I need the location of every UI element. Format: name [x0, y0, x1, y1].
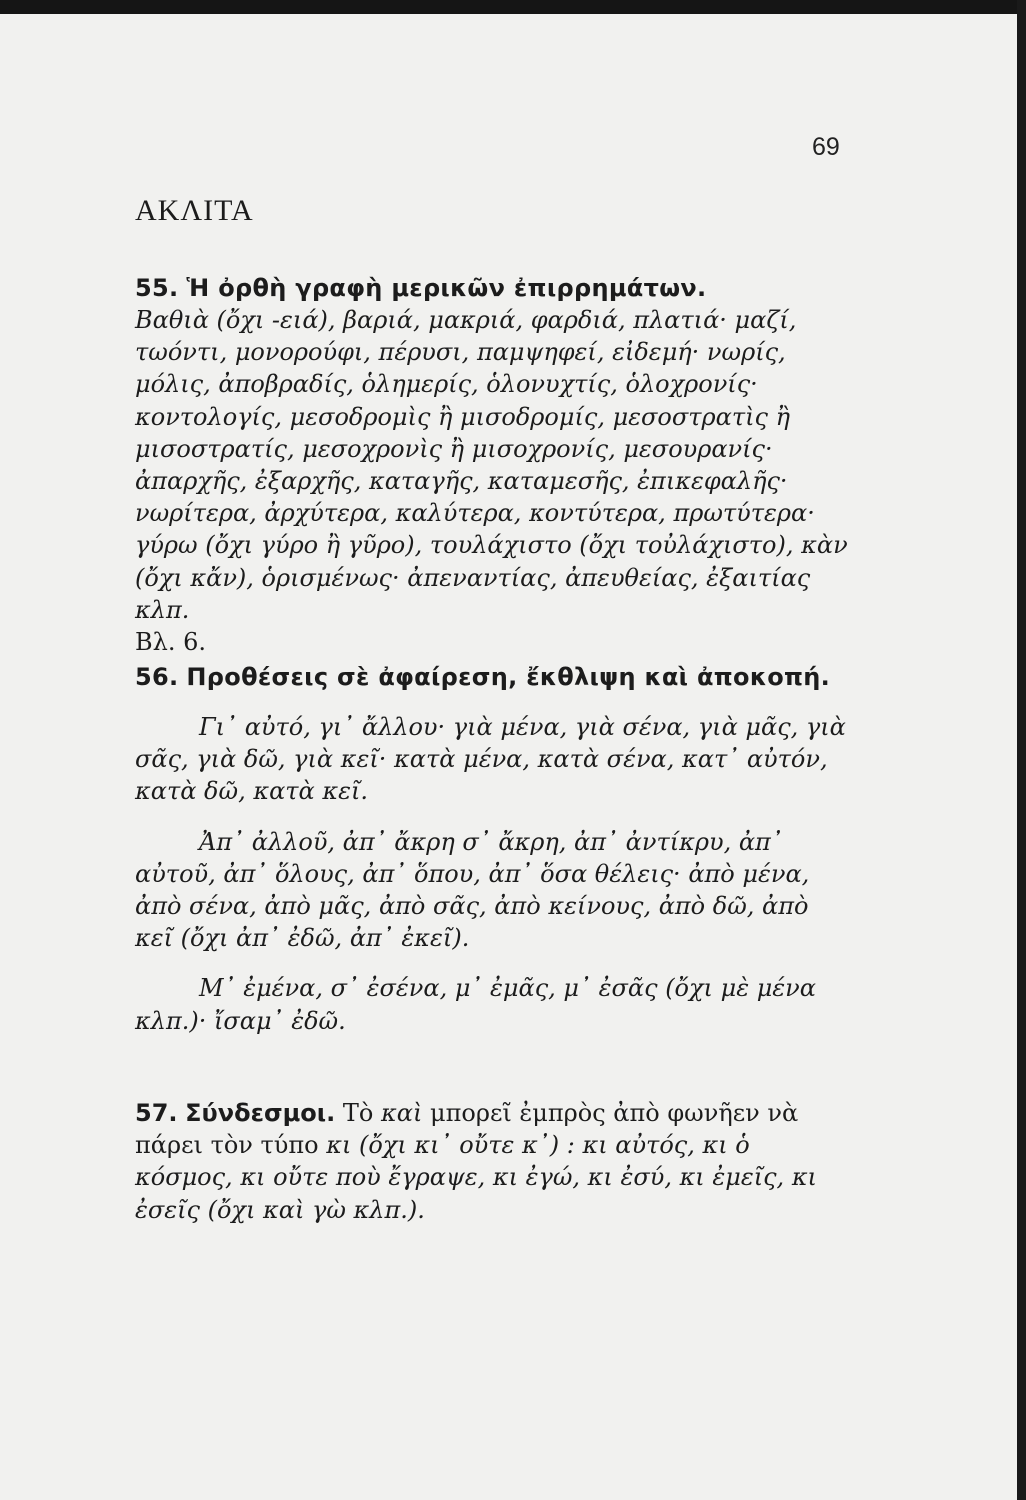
section-57-text-c: μπορεῖ ἐμπρὸς ἀπὸ φωνῆεν νὰ πάρει τὸν τύπο	[135, 1099, 799, 1160]
section-55-text: Βαθιὰ (ὄχι -ειά), βαριά, μακριά, φαρδιά, πλατιά· μαζί, τωόντι, μονορούφι, πέρυσι, παμψηφεί, εἰδεμή· νωρίς, μόλις, ἀποβραδίς, ὁλημερίς, ὁλονυχτίς, ὁλοχρονίς· κοντολογίς, μεσοδρομὶς ἢ μισοδρομίς, μεσοστρατὶς ἢ μισοστρατίς, μεσοχρονὶς ἢ μισοχρονίς, μεσουρανίς· ἀπαρχῆς, ἐξαρχῆς, καταγῆς, καταμεσῆς, ἐπικεφαλῆς· νωρίτερα, ἀρχύτερα, καλύτερα, κοντύτερα, πρωτύτερα· γύρω (ὄχι γύρο ἢ γῦρο), τουλάχιστο (ὄχι τοὐλάχιστο), κὰν (ὄχι κἄν), ὁρισμένως· ἀπεναντίας, ἀπευθείας, ἐξαιτίας κλπ.	[135, 306, 848, 624]
section-55-title: Ἡ ὀρθὴ γραφὴ μερικῶν ἐπιρρημάτων.	[186, 274, 707, 302]
running-head: ΑΚΛΙΤΑ	[135, 194, 254, 227]
section-57-text-a: Τὸ	[342, 1099, 374, 1127]
page-number: 69	[812, 133, 840, 161]
section-56-title: Προθέσεις σὲ ἀφαίρεση, ἔκθλιψη καὶ ἀποκοπή.	[186, 663, 831, 691]
section-56-number: 56.	[135, 663, 179, 691]
section-55-heading	[135, 272, 851, 304]
section-57-text-b: καὶ	[381, 1099, 423, 1127]
section-56-paragraph-1: Γι᾿ αὐτό, γι᾿ ἄλλου· γιὰ μένα, γιὰ σένα, γιὰ μᾶς, γιὰ σᾶς, γιὰ δῶ, γιὰ κεῖ· κατὰ μένα, κατὰ σένα, κατ᾿ αὐτόν, κατὰ δῶ, κατὰ κεῖ.	[135, 713, 846, 806]
section-55	[135, 272, 851, 658]
section-56-paragraph-2: Ἀπ᾿ ἀλλοῦ, ἀπ᾿ ἄκρη σ᾿ ἄκρη, ἀπ᾿ ἀντίκρυ, ἀπ᾿ αὐτοῦ, ἀπ᾿ ὅλους, ἀπ᾿ ὅπου, ἀπ᾿ ὅσα θέλεις· ἀπὸ μένα, ἀπὸ σένα, ἀπὸ μᾶς, ἀπὸ σᾶς, ἀπὸ κείνους, ἀπὸ δῶ, ἀπὸ κεῖ (ὄχι ἀπ᾿ ἐδῶ, ἀπ᾿ ἐκεῖ).	[135, 827, 810, 953]
section-55-number: 55.	[135, 274, 179, 302]
section-57-text-d: κι (ὄχι κι᾿ οὔτε κ᾿) : κι αὐτός, κι ὁ κόσμος, κι οὔτε ποὺ ἔγραψε, κι ἐγώ, κι ἐσύ, κι ἐμεῖς, κι ἐσεῖς (ὄχι καὶ γὼ κλπ.).	[135, 1131, 817, 1224]
section-57-title: Σύνδεσμοι.	[185, 1099, 336, 1127]
section-57	[135, 1097, 851, 1226]
scan-right-border	[1017, 0, 1026, 1500]
section-56-heading	[135, 661, 851, 693]
section-56	[135, 661, 851, 1037]
section-55-reference: Βλ. 6.	[135, 628, 207, 657]
section-57-number: 57.	[135, 1099, 178, 1127]
section-56-paragraph-3: Μ᾿ ἐμένα, σ᾿ ἐσένα, μ᾿ ἐμᾶς, μ᾿ ἐσᾶς (ὄχι μὲ μένα κλπ.)· ἴσαμ᾿ ἐδῶ.	[135, 974, 816, 1035]
scan-top-border	[0, 0, 1026, 14]
section-57-paragraph	[135, 1097, 851, 1226]
